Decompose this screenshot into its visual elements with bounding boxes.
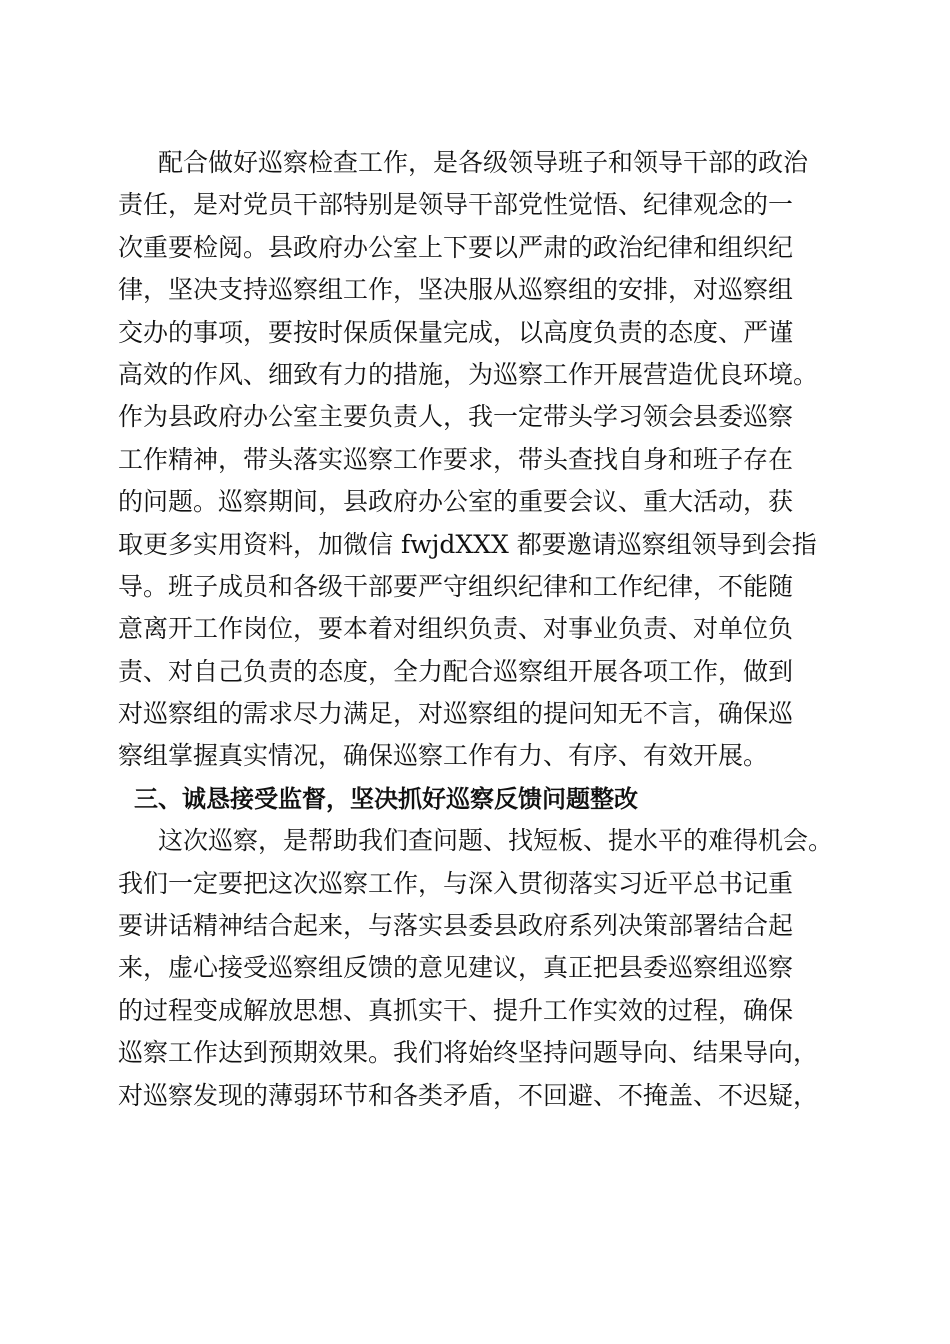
paragraph-line: 的问题。巡察期间，县政府办公室的重要会议、重大活动，获 bbox=[118, 487, 794, 517]
paragraph-line: 责、对自己负责的态度，全力配合巡察组开展各项工作，做到 bbox=[118, 656, 794, 686]
paragraph-line: 要讲话精神结合起来，与落实县委县政府系列决策部署结合起 bbox=[118, 911, 794, 941]
paragraph-line: 我们一定要把这次巡察工作，与深入贯彻落实习近平总书记重 bbox=[118, 868, 794, 898]
section-heading: 三、诚恳接受监督，坚决抓好巡察反馈问题整改 bbox=[134, 784, 638, 813]
paragraph-line: 来，虚心接受巡察组反馈的意见建议，真正把县委巡察组巡察 bbox=[118, 953, 794, 983]
paragraph-line: 高效的作风、细致有力的措施，为巡察工作开展营造优良环境。 bbox=[118, 359, 819, 389]
document-body bbox=[118, 142, 838, 1117]
paragraph-line: 次重要检阅。县政府办公室上下要以严肃的政治纪律和组织纪 bbox=[118, 232, 794, 262]
paragraph-line: 作为县政府办公室主要负责人，我一定带头学习领会县委巡察 bbox=[118, 402, 794, 432]
paragraph-line: 工作精神，带头落实巡察工作要求，带头查找自身和班子存在 bbox=[118, 444, 794, 474]
paragraph-line: 导。班子成员和各级干部要严守组织纪律和工作纪律，不能随 bbox=[118, 571, 794, 601]
paragraph-line: 对巡察组的需求尽力满足，对巡察组的提问知无不言，确保巡 bbox=[118, 699, 794, 729]
paragraph-line: 意离开工作岗位，要本着对组织负责、对事业负责、对单位负 bbox=[118, 614, 794, 644]
paragraph-line: 律，坚决支持巡察组工作，坚决服从巡察组的安排，对巡察组 bbox=[118, 275, 794, 305]
paragraph-line: 对巡察发现的薄弱环节和各类矛盾，不回避、不掩盖、不迟疑， bbox=[118, 1080, 819, 1110]
paragraph-line: 责任，是对党员干部特别是领导干部党性觉悟、纪律观念的一 bbox=[118, 190, 794, 220]
paragraph-line: 配合做好巡察检查工作，是各级领导班子和领导干部的政治 bbox=[158, 148, 809, 177]
paragraph-line: 巡察工作达到预期效果。我们将始终坚持问题导向、结果导向， bbox=[118, 1038, 819, 1068]
paragraph-line: 这次巡察，是帮助我们查问题、找短板、提水平的难得机会。 bbox=[158, 826, 834, 856]
paragraph-line: 交办的事项，要按时保质保量完成，以高度负责的态度、严谨 bbox=[118, 317, 794, 347]
paragraph-line: 的过程变成解放思想、真抓实干、提升工作实效的过程，确保 bbox=[118, 995, 794, 1025]
paragraph-line: 取更多实用资料，加微信 fwjdXXX 都要邀请巡察组领导到会指 bbox=[118, 529, 817, 559]
paragraph-line: 察组掌握真实情况，确保巡察工作有力、有序、有效开展。 bbox=[118, 741, 769, 771]
